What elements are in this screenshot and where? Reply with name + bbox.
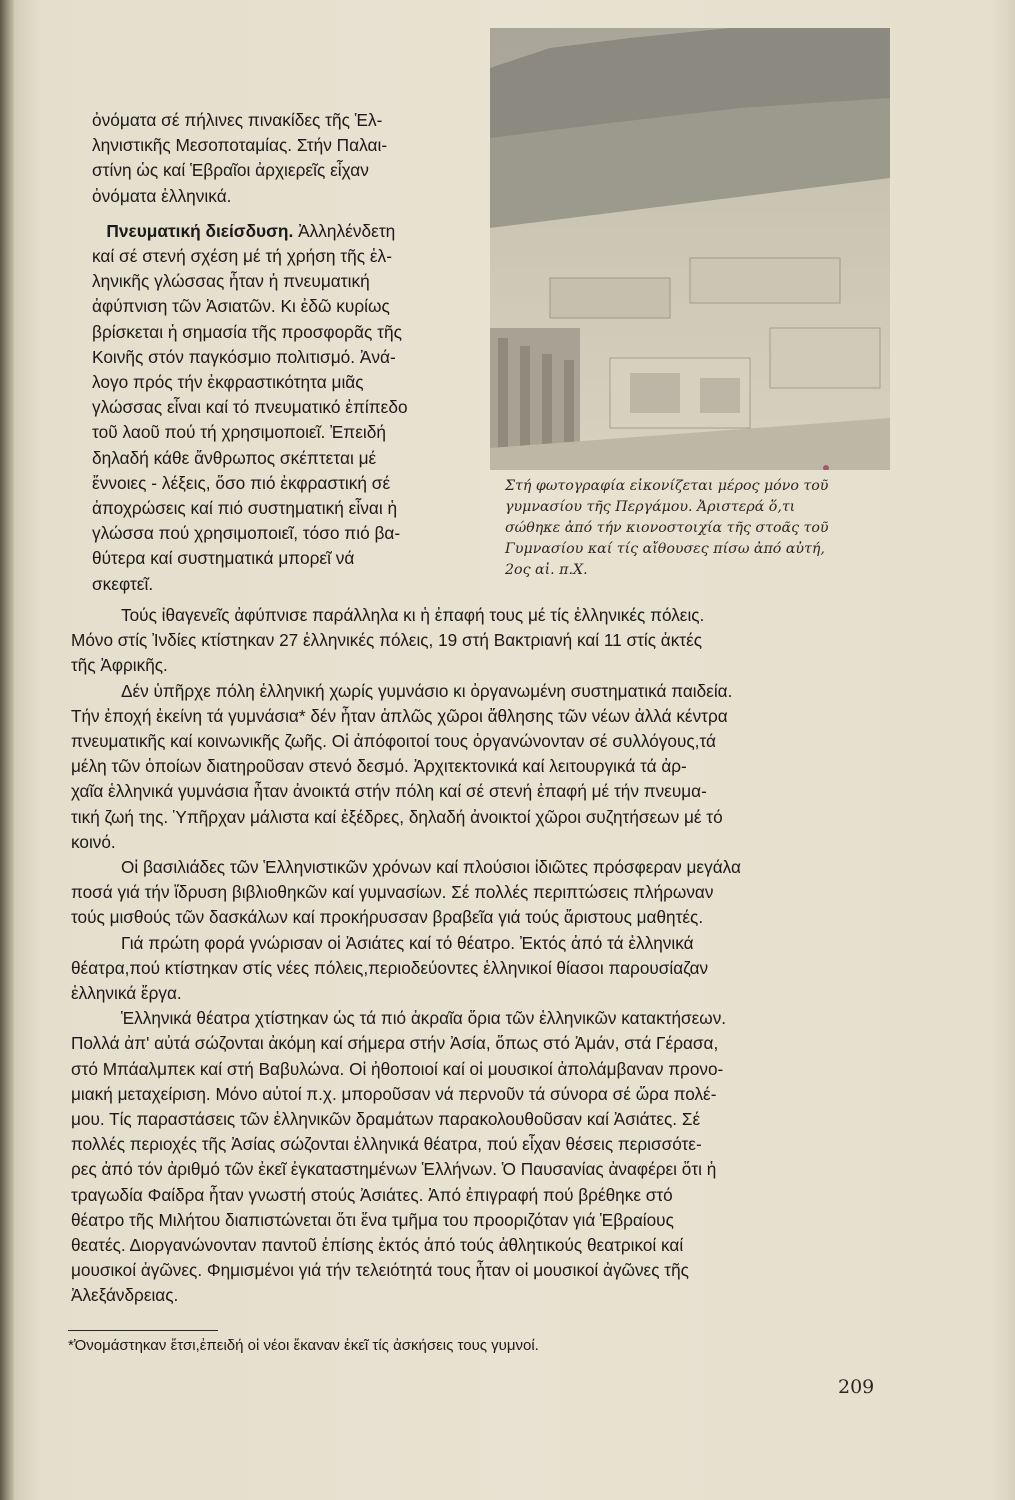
text-line: τική ζωή της. Ὑπῆρχαν μάλιστα καί ἐξέδρες, δηλαδή ἀνοικτοί χῶροι συζητήσεων μέ τό: [71, 806, 723, 827]
text-line: Μόνο στίς Ἰνδίες κτίστηκαν 27 ἑλληνικές πόλεις, 19 στή Βακτριανή καί 11 στίς ἀκτές: [71, 630, 703, 651]
text-line: μουσικοί ἀγῶνες. Φημισμένοι γιά τήν τελειότητά τους ἦταν οἱ μουσικοί ἀγῶνες τῆς: [71, 1260, 689, 1281]
footnote-divider: [68, 1330, 218, 1331]
text-line: μέλη τῶν ὁποίων διατηροῦσαν στενό δεσμό. Ἀρχιτεκτονικά καί λειτουργικά τά ἀρ-: [71, 756, 687, 777]
text-line: Ἀλληλένδετη: [293, 220, 396, 241]
text-line: Τούς ἰθαγενεῖς ἀφύπνισε παράλληλα κι ἡ ἐπαφή τους μέ τίς ἑλληνικές πόλεις.: [121, 605, 705, 625]
caption-line: Στή φωτογραφία εἰκονίζεται μέρος μόνο τοῦ: [505, 478, 829, 494]
text-line: πνευματικῆς καί κοινωνικῆς ζωῆς. Οἱ ἀπόφοιτοί τους ὀργανώνονταν σέ συλλόγους,τά: [71, 731, 716, 752]
text-line: θέατρο τῆς Μιλήτου διαπιστώνεται ὅτι ἕνα τμῆμα του προοριζόταν γιά Ἑβραίους: [71, 1209, 674, 1230]
text-line: θύτερα καί συστηματικά μπορεῖ νά: [92, 548, 355, 569]
caption-line: σώθηκε ἀπό τήν κιονοστοιχία τῆς στοᾶς τοῦ: [505, 520, 829, 536]
text-line: μιακή μεταχείριση. Μόνο αὐτοί π.χ. μποροῦσαν νά περνοῦν τά σύνορα σέ ὥρα πολέ-: [71, 1083, 717, 1104]
main-body-text: [71, 603, 901, 1309]
text-line: ληνικῆς γλώσσας ἦταν ἡ πνευματική: [92, 271, 370, 292]
text-line: χαῖα ἑλληνικά γυμνάσια ἦταν ἀνοικτά στήν πόλη καί σέ στενή ἐπαφή μέ τήν πνευμα-: [71, 781, 707, 802]
text-line: μου. Τίς παραστάσεις τῶν ἑλληνικῶν δραμάτων παρακολουθοῦσαν καί Ἀσιάτες. Σέ: [71, 1109, 701, 1130]
text-line: Οἱ βασιλιάδες τῶν Ἑλληνιστικῶν χρόνων καί πλούσιοι ἰδιῶτες πρόσφεραν μεγάλα: [121, 857, 741, 878]
text-line: ἑλληνικά ἔργα.: [71, 983, 182, 1004]
caption-line: 2ος αἰ. π.Χ.: [505, 562, 588, 578]
text-line: ἀφύπνιση τῶν Ἀσιατῶν. Κι ἐδῶ κυρίως: [92, 296, 390, 317]
text-line: ρες ἀπό τόν ἀριθμό τῶν ἐκεῖ ἐγκαταστημένων Ἑλλήνων. Ὁ Παυσανίας ἀναφέρει ὅτι ἡ: [71, 1159, 717, 1180]
text-line: πολλές περιοχές τῆς Ἀσίας σώζονται ἑλληνικά θέατρα, πού εἶχαν θέσεις περισσότε-: [71, 1134, 702, 1155]
text-line: ποσά γιά τήν ἵδρυση βιβλιοθηκῶν καί γυμνασίων. Σέ πολλές περιπτώσεις πλήρωναν: [71, 882, 714, 903]
photo-caption: [505, 476, 905, 581]
text-line: Πολλά ἀπ' αὐτά σώζονται ἀκόμη καί σήμερα στήν Ἀσία, ὅπως στό Ἀμάν, στά Γέρασα,: [71, 1033, 719, 1054]
section-heading-line: [92, 219, 488, 244]
text-line: καί σέ στενή σχέση μέ τή χρήση τῆς ἑλ-: [92, 246, 392, 267]
text-line: ληνιστικῆς Μεσοποταμίας. Στήν Παλαι-: [92, 135, 388, 156]
text-line: γλώσσας εἶναι καί τό πνευματικό ἐπίπεδο: [92, 397, 408, 418]
text-line: ὀνόματα σέ πήλινες πινακίδες τῆς Ἑλ-: [92, 110, 383, 130]
text-line: ἔννοιες - λέξεις, ὅσο πιό ἐκφραστική σέ: [92, 472, 391, 493]
page-number: 209: [838, 1376, 875, 1398]
text-line: βρίσκεται ἡ σημασία τῆς προσφορᾶς τῆς: [92, 321, 402, 342]
text-line: τραγωδία Φαίδρα ἦταν γνωστή στούς Ἀσιάτες. Ἀπό ἐπιγραφή πού βρέθηκε στό: [71, 1184, 673, 1205]
text-line: τῆς Ἀφρικῆς.: [71, 655, 168, 676]
text-line: σκεφτεῖ.: [92, 573, 154, 594]
text-line: Ἑλληνικά θέατρα χτίστηκαν ὡς τά πιό ἀκραῖα ὅρια τῶν ἑλληνικῶν κατακτήσεων.: [121, 1008, 727, 1029]
text-line: τοῦ λαοῦ πού τή χρησιμοποιεῖ. Ἐπειδή: [92, 422, 386, 443]
text-line: στίνη ὡς καί Ἑβραῖοι ἀρχιερεῖς εἶχαν: [92, 160, 369, 181]
text-line: ὀνόματα ἑλληνικά.: [92, 185, 232, 206]
book-spine-shadow: [0, 0, 14, 1500]
text-line: Γιά πρώτη φορά γνώρισαν οἱ Ἀσιάτες καί τό θέατρο. Ἐκτός ἀπό τά ἑλληνικά: [121, 932, 694, 953]
caption-line: γυμνασίου τῆς Περγάμου. Ἀριστερά ὅ,τι: [505, 499, 796, 515]
text-line: δηλαδή κάθε ἄνθρωπος σκέπτεται μέ: [92, 447, 377, 468]
text-line: θεατές. Διοργανώνονταν παντοῦ ἐπίσης ἐκτός ἀπό τούς ἀθλητικούς θεατρικοί καί: [71, 1235, 684, 1256]
text-line: τούς μισθούς τῶν δασκάλων καί προκήρυσσαν βραβεῖα γιά τούς ἄριστους μαθητές.: [71, 907, 704, 928]
section-heading: Πνευματική διείσδυση.: [106, 220, 294, 241]
text-line: Δέν ὑπῆρχε πόλη ἑλληνική χωρίς γυμνάσιο κι ὀργανωμένη συστηματικά παιδεία.: [121, 680, 733, 701]
text-line: ἀποχρώσεις καί πιό συστηματική εἶναι ἡ: [92, 498, 398, 519]
left-text-column: [92, 108, 488, 597]
caption-line: Γυμνασίου καί τίς αἴθουσες πίσω ἀπό αὐτή,: [505, 541, 825, 557]
text-line: γλώσσα πού χρησιμοποιεῖ, τόσο πιό βα-: [92, 523, 401, 544]
text-line: θέατρα,πού κτίστηκαν στίς νέες πόλεις,περιοδεύοντες ἑλληνικοί θίασοι παρουσίαζαν: [71, 957, 709, 978]
pergamon-gymnasium-photo: [490, 28, 890, 470]
text-line: στό Μπάαλμπεκ καί στή Βαβυλώνα. Οἱ ἠθοποιοί καί οἱ μουσικοί ἀπολάμβαναν προνο-: [71, 1058, 724, 1079]
text-line: Κοινῆς στόν παγκόσμιο πολιτισμό. Ἀνά-: [92, 346, 396, 367]
footnote: *Ὀνομάστηκαν ἔτσι,ἐπειδή οἱ νέοι ἔκαναν ἐκεῖ τίς ἀσκήσεις τους γυμνοί.: [68, 1337, 539, 1354]
text-line: κοινό.: [71, 831, 116, 852]
text-line: Ἀλεξάνδρειας.: [71, 1285, 179, 1306]
text-line: Τήν ἐποχή ἐκείνη τά γυμνάσια* δέν ἦταν ἁπλῶς χῶροι ἄθλησης τῶν νέων ἀλλά κέντρα: [71, 705, 728, 726]
text-line: λογο πρός τήν ἐκφραστικότητα μιᾶς: [92, 372, 364, 393]
